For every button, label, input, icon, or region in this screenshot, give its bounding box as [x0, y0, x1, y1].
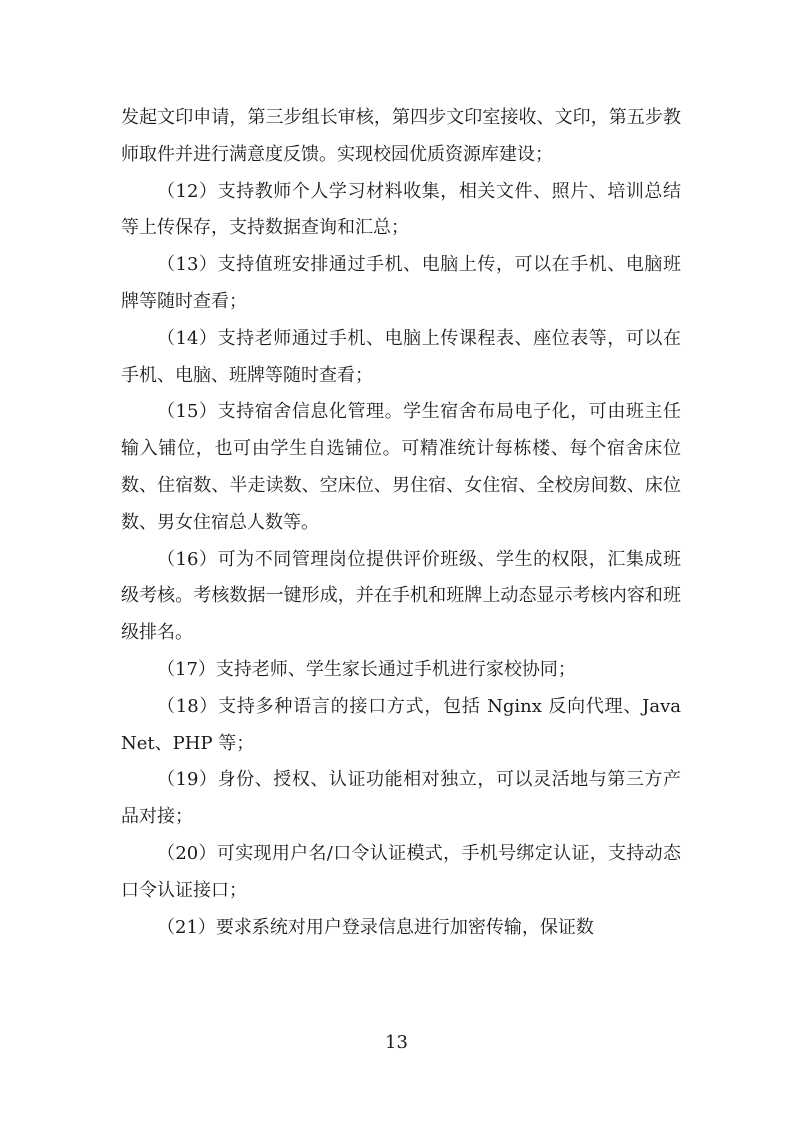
paragraph-item-13: （13）支持值班安排通过手机、电脑上传，可以在手机、电脑班牌等随时查看；: [121, 254, 681, 312]
paragraph-item-18: （18）支持多种语言的接口方式，包括 Nginx 反向代理、Java Net、PHP 等；: [121, 695, 681, 754]
paragraph-item-14: （14）支持老师通过手机、电脑上传课程表、座位表等，可以在手机、电脑、班牌等随时查看；: [121, 327, 681, 386]
paragraph-item-17: （17）支持老师、学生家长通过手机进行家校协同；: [157, 658, 576, 680]
paragraph-item-16: （16）可为不同管理岗位提供评价班级、学生的权限，汇集成班级考核。考核数据一键形成，并在手机和班牌上动态显示考核内容和班级排名。: [121, 548, 681, 644]
paragraph-item-12: （12）支持教师个人学习材料收集，相关文件、照片、培训总结等上传保存，支持数据查询和汇总；: [121, 180, 681, 239]
paragraph-continuation: 发起文印申请，第三步组长审核，第四步文印室接收、文印，第五步教师取件并进行满意度反馈。实现校园优质资源库建设；: [121, 107, 681, 165]
paragraph-item-21: （21）要求系统对用户登录信息进行加密传输，保证数: [157, 916, 594, 938]
paragraph-item-19: （19）身份、授权、认证功能相对独立，可以灵活地与第三方产品对接；: [121, 769, 681, 828]
body-text: [121, 100, 681, 946]
paragraph-item-20: （20）可实现用户名/口令认证模式，手机号绑定认证，支持动态口令认证接口；: [121, 842, 681, 901]
page-number: 13: [385, 1032, 408, 1053]
paragraph-item-15: （15）支持宿舍信息化管理。学生宿舍布局电子化，可由班主任输入铺位，也可由学生自选铺位。可精准统计每栋楼、每个宿舍床位数、住宿数、半走读数、空床位、男住宿、女住宿、全校房间数、床位数、男女住宿总人数等。: [121, 401, 681, 533]
